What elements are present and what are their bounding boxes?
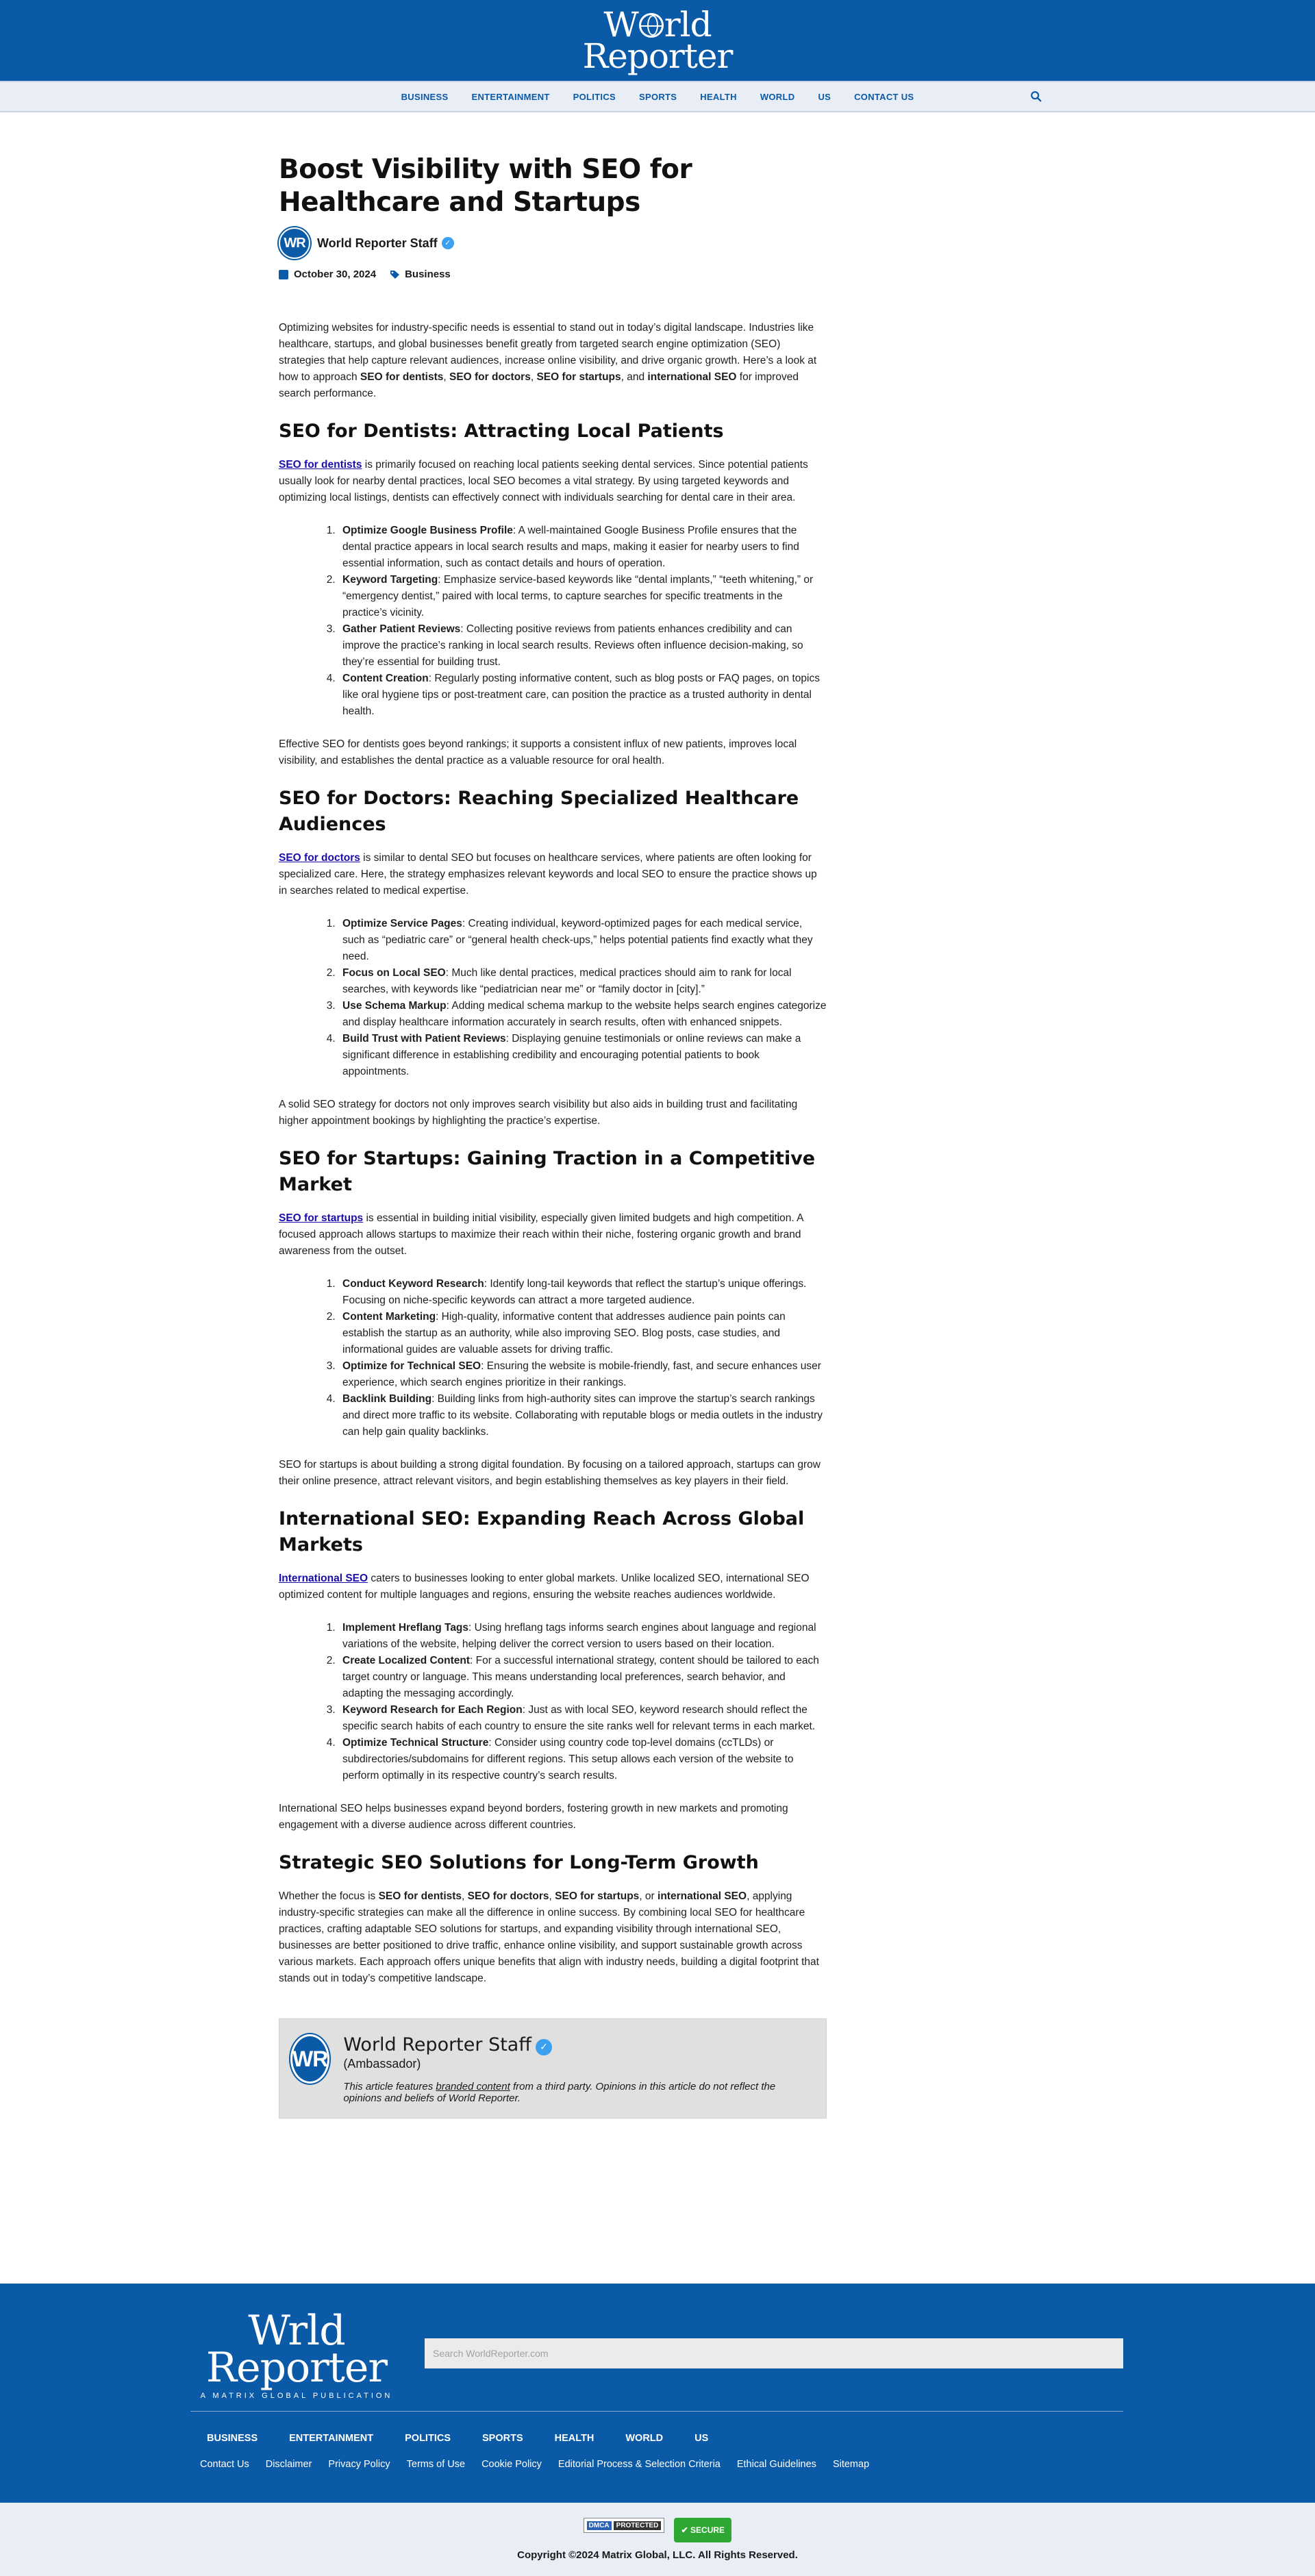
footer-nav-politics[interactable]: POLITICS [405,2433,451,2444]
startups-list [338,1276,827,1440]
list-item: 4. Optimize Technical Structure: Consider using country code top-level domains (ccTLDs) or subdirectories/subdomains for different regions. This setup allows each version of the website to perform optimally in its respective country’s search results. [338,1735,827,1784]
footer-link-contact[interactable]: Contact Us [200,2459,249,2470]
intro-paragraph: Optimizing websites for industry-specific needs is essential to stand out in today’s digital landscape. Industries like healthcare, startups, and global businesses benefit greatly from targeted search engine optimization (SEO) strategies that help capture relevant audiences, increase online visibility, and drive organic growth. Here’s a look at how to approach SEO for dentists, SEO for doctors, SEO for startups, and international SEO for improved search performance. [279,322,817,399]
search-icon[interactable] [1030,90,1042,103]
author-box-name[interactable]: World Reporter Staff ✓ [343,2034,815,2055]
author-box-avatar[interactable]: WR [290,2034,329,2084]
section-paragraph: SEO for doctors is similar to dental SEO but focuses on healthcare services, where patients are often looking for specialized care. Here, the strategy emphasizes relevant keywords and local SEO to ensure the practice shows up in searches related to medical expertise. [279,852,817,897]
footer-nav-sports[interactable]: SPORTS [482,2433,523,2444]
author-box [279,2018,827,2118]
logo-reporter: Reporter [582,36,733,76]
calendar-icon [279,270,288,279]
site-header [0,0,1315,81]
branded-content-disclaimer: This article features branded content from a third party. Opinions in this article do not reflect the opinions and beliefs of World Reporter. [343,2081,776,2104]
section-paragraph: Whether the focus is SEO for dentists, SEO for doctors, SEO for startups, or international SEO, applying industry-specific strategies can make all the difference in online success. By combining local SEO for healthcare practices, crafting adaptable SEO solutions for startups, and expanding visibility through international SEO, businesses are better positioned to drive traffic, enhance online visibility, and support sustainable growth across various markets. Each approach offers unique benefits that align with industry needs, building a digital footprint that stands out in today’s competitive landscape. [279,1890,819,1984]
article-title: Boost Visibility with SEO for Healthcare and Startups [279,154,692,218]
author-avatar[interactable]: WR [279,227,310,259]
dentists-list [338,523,827,720]
article [279,112,827,2118]
doctors-list [338,916,827,1080]
tag-icon [390,270,401,279]
author-box-role: (Ambassador) [343,2057,421,2071]
list-item: 2. Keyword Targeting: Emphasize service-based keywords like “dental implants,” “teeth whitening,” or “emergency dentist,” paired with local terms, to capture searches for specific treatments in the practice’s vicinity. [338,572,827,621]
list-item: 4. Build Trust with Patient Reviews: Displaying genuine testimonials or online reviews can make a significant difference in establishing credibility and encouraging potential patients to book appointments. [338,1031,827,1080]
author-name[interactable]: World Reporter Staff [317,236,438,250]
footer-nav-health[interactable]: HEALTH [554,2433,594,2444]
footer-link-disclaimer[interactable]: Disclaimer [265,2459,312,2470]
seo-doctors-link[interactable]: SEO for doctors [279,852,360,864]
nav-business[interactable]: BUSINESS [401,91,449,102]
footer-nav-us[interactable]: US [694,2433,709,2444]
section-heading-dentists: SEO for Dentists: Attracting Local Patients [279,421,724,442]
copyright-bar [0,2503,1315,2576]
secure-badge[interactable]: ✔ SECURE [674,2518,731,2542]
publish-date: October 30, 2024 [294,268,377,280]
shield-check-icon: ✔ [681,2525,691,2535]
list-item: 3. Optimize for Technical SEO: Ensuring the website is mobile-friendly, fast, and secure enhances user experience, which search engines prioritize in their rankings. [338,1358,827,1391]
international-list [338,1620,827,1784]
list-item: 3. Use Schema Markup: Adding medical schema markup to the website helps search engines categorize and display healthcare information accurately in search results, often with enhanced snippets. [338,998,827,1031]
footer-link-sitemap[interactable]: Sitemap [832,2459,870,2470]
list-item: 3. Keyword Research for Each Region: Just as with local SEO, keyword research should reflect the specific search habits of each country to ensure the site ranks well for relevant terms in each market. [338,1702,827,1735]
article-body [279,320,827,1987]
category-link[interactable]: Business [405,268,451,280]
nav-world[interactable]: WORLD [760,91,795,102]
section-heading-doctors: SEO for Doctors: Reaching Specialized Healthcare Audiences [279,788,799,835]
list-item: 4. Backlink Building: Building links from high-authority sites can improve the startup’s search rankings and direct more traffic to its website. Collaborating with reputable blogs or media outlets in the industry can help gain quality backlinks. [338,1391,827,1440]
logo-world: Wrld [248,2307,345,2355]
byline [279,227,827,259]
seo-startups-link[interactable]: SEO for startups [279,1212,364,1224]
section-paragraph: International SEO caters to businesses looking to enter global markets. Unlike localized SEO, international SEO optimized content for multiple languages and regions, ensuring the website reaches audiences worldwide. [279,1573,810,1601]
list-item: 2. Focus on Local SEO: Much like dental practices, medical practices should aim to rank for local searches, with keywords like “pediatrician near me” or “family doctor in [city].” [338,965,827,998]
section-paragraph: SEO for startups is about building a strong digital foundation. By focusing on a tailored approach, startups can grow their online presence, attract relevant visitors, and begin establishing themselves as key players in their field. [279,1459,821,1487]
logo-world: W rld [603,5,712,45]
article-meta [279,268,827,280]
main-nav [0,81,1315,112]
nav-sports[interactable]: SPORTS [639,91,677,102]
footer-link-cookie[interactable]: Cookie Policy [481,2459,542,2470]
section-paragraph: Effective SEO for dentists goes beyond rankings; it supports a consistent influx of new patients, improves local visibility, and establishes the dental practice as a valuable resource for oral health. [279,738,797,766]
list-item: 3. Gather Patient Reviews: Collecting positive reviews from patients enhances credibility and can improve the practice’s ranking in local search results. Reviews often influence decision-making, so they’re essential for building trust. [338,621,827,671]
footer-nav-world[interactable]: WORLD [625,2433,664,2444]
footer-search-input[interactable] [425,2338,1123,2368]
list-item: 1. Conduct Keyword Research: Identify long-tail keywords that reflect the startup’s unique offerings. Focusing on niche-specific keywords can attract a more targeted audience. [338,1276,827,1309]
nav-contact-us[interactable]: CONTACT US [854,91,914,102]
site-logo[interactable] [582,5,733,76]
seo-dentists-link[interactable]: SEO for dentists [279,459,362,471]
section-heading-international: International SEO: Expanding Reach Across Global Markets [279,1508,805,1555]
footer-logo[interactable] [190,2307,403,2400]
section-paragraph: International SEO helps businesses expand beyond borders, fostering growth in new markets and promoting engagement with a diverse audience across different countries. [279,1803,788,1831]
section-heading-startups: SEO for Startups: Gaining Traction in a Competitive Market [279,1148,816,1195]
section-paragraph: SEO for startups is essential in building initial visibility, especially given limited budgets and high competition. A focused approach allows startups to maximize their reach within their niche, fostering organic growth and brand awareness from the outset. [279,1212,803,1257]
list-item: 1. Optimize Service Pages: Creating individual, keyword-optimized pages for each medical service, such as “pediatric care” or “general health check-ups,” helps potential patients find exactly what they need. [338,916,827,965]
section-paragraph: SEO for dentists is primarily focused on reaching local patients seeking dental services. Since potential patients usually look for nearby dental practices, local SEO becomes a vital strategy. By using targeted keywords and optimizing local listings, dentists can effectively connect with individuals searching for dental care in their area. [279,459,808,503]
footer-link-editorial[interactable]: Editorial Process & Selection Criteria [558,2459,721,2470]
international-seo-link[interactable]: International SEO [279,1573,368,1584]
footer-link-terms[interactable]: Terms of Use [406,2459,466,2470]
branded-content-link[interactable]: branded content [436,2081,510,2092]
dmca-badge[interactable]: DMCA PROTECTED [584,2518,665,2533]
copyright-text: Copyright ©2024 Matrix Global, LLC. All Rights Reserved. [517,2549,798,2561]
footer-divider [190,2411,1123,2412]
footer-links [200,2459,869,2470]
footer-nav [207,2433,708,2444]
verified-icon: ✓ [536,2039,552,2055]
footer-tagline: A MATRIX GLOBAL PUBLICATION [200,2392,393,2400]
nav-politics[interactable]: POLITICS [573,91,616,102]
footer-link-privacy[interactable]: Privacy Policy [328,2459,390,2470]
nav-entertainment[interactable]: ENTERTAINMENT [471,91,550,102]
site-footer [0,2284,1315,2503]
nav-us[interactable]: US [818,91,831,102]
list-item: 1. Implement Hreflang Tags: Using hreflang tags informs search engines about language and regional variations of the website, helping deliver the correct version to users based on their location. [338,1620,827,1653]
section-paragraph: A solid SEO strategy for doctors not only improves search visibility but also aids in building trust and facilitating higher appointment bookings by highlighting the practice’s expertise. [279,1099,798,1127]
verified-icon: ✓ [442,237,454,249]
nav-health[interactable]: HEALTH [700,91,737,102]
footer-nav-business[interactable]: BUSINESS [207,2433,258,2444]
list-item: 2. Content Marketing: High-quality, informative content that addresses audience pain points can establish the startup as an authority, while also improving SEO. Blog posts, case studies, and informational guides are valuable assets for driving traffic. [338,1309,827,1358]
globe-icon [639,13,664,38]
list-item: 4. Content Creation: Regularly posting informative content, such as blog posts or FAQ pages, on topics like oral hygiene tips or post-treatment care, can position the practice as a trusted authority in dental health. [338,671,827,720]
footer-nav-entertainment[interactable]: ENTERTAINMENT [289,2433,374,2444]
list-item: 1. Optimize Google Business Profile: A well-maintained Google Business Profile ensures that the dental practice appears in local search results and maps, making it easier for nearby users to find essential information, such as contact details and hours of operation. [338,523,827,572]
footer-link-ethical[interactable]: Ethical Guidelines [736,2459,816,2470]
logo-reporter: Reporter [205,2344,388,2392]
section-heading-strategic: Strategic SEO Solutions for Long-Term Growth [279,1852,759,1873]
list-item: 2. Create Localized Content: For a successful international strategy, content should be tailored to each target country or language. This means understanding local preferences, search behavior, and adapting the messaging accordingly. [338,1653,827,1702]
